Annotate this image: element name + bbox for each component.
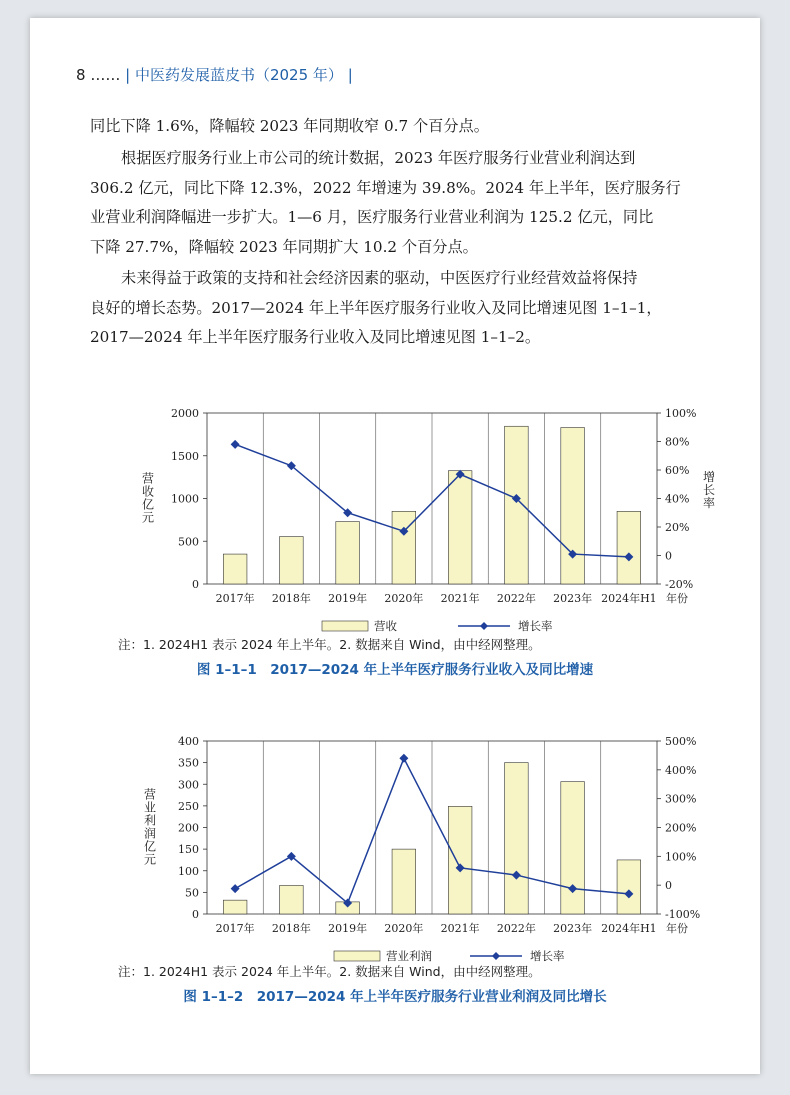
y-tick-label: 200 xyxy=(178,821,199,835)
y-axis-title-char: 元 xyxy=(141,510,155,525)
y-axis-title-char: 润 xyxy=(143,826,157,841)
figure-caption: 图 1–1–1 2017—2024 年上半年医疗服务行业收入及同比增速 xyxy=(196,662,594,678)
y-axis-title-char: 收 xyxy=(141,484,155,499)
profit-chart xyxy=(90,714,710,963)
figure-note: 注：1. 2024H1 表示 2024 年上半年。2. 数据来自 Wind，由中经网整理。 xyxy=(118,964,541,979)
y2-tick-label: 300% xyxy=(665,792,697,806)
header-dots: …… xyxy=(90,66,121,84)
header-separator: | xyxy=(125,66,131,84)
y2-tick-label: 60% xyxy=(665,464,690,477)
x-tick-label: 2019年 xyxy=(328,592,368,605)
x-tick-label: 2023年 xyxy=(553,922,593,935)
text-line: 2017—2024 年上半年医疗服务行业收入及同比增速见图 1–1–2。 xyxy=(90,328,541,346)
text-line: 下降 27.7%，降幅较 2023 年同期扩大 10.2 个百分点。 xyxy=(90,237,478,256)
x-tick-label: 2018年 xyxy=(271,592,311,605)
y-axis-title-char: 利 xyxy=(143,813,157,828)
bar xyxy=(617,511,641,584)
y2-axis-title-char: 增 xyxy=(702,470,716,484)
legend-label: 增长率 xyxy=(518,619,553,633)
header-title: 中医药发展蓝皮书（2025 年） xyxy=(134,66,343,84)
y2-tick-label: 0 xyxy=(665,879,672,893)
y2-axis-title-char: 率 xyxy=(702,496,716,510)
x-tick-label: 2024年H1 xyxy=(601,592,657,605)
paragraph xyxy=(90,264,710,353)
data-point xyxy=(399,754,408,763)
y-axis-title-char: 亿 xyxy=(143,839,157,854)
y-tick-label: 500 xyxy=(178,535,199,549)
y2-tick-label: 80% xyxy=(665,435,690,449)
y-axis-title-char: 元 xyxy=(143,852,157,867)
x-axis-unit-label: 年份 xyxy=(666,922,688,935)
data-point xyxy=(231,440,240,449)
header-separator: | xyxy=(347,66,353,84)
legend-label: 营收 xyxy=(374,619,397,633)
y-tick-label: 400 xyxy=(178,735,199,748)
figure-caption: 图 1–1–2 2017—2024 年上半年医疗服务行业营业利润及同比增长 xyxy=(183,989,607,1005)
bar xyxy=(392,849,416,914)
x-tick-label: 2020年 xyxy=(384,592,424,605)
x-tick-label: 2018年 xyxy=(271,922,311,935)
paragraph xyxy=(90,144,710,262)
y-tick-label: 250 xyxy=(178,799,199,813)
legend-bar-swatch xyxy=(334,951,380,961)
y-axis-title-char: 营 xyxy=(143,787,157,802)
text-line: 根据医疗服务行业上市公司的统计数据，2023 年医疗服务行业营业利润达到 xyxy=(121,149,636,167)
y2-tick-label: 100% xyxy=(665,850,697,864)
bar xyxy=(280,537,304,584)
x-tick-label: 2017年 xyxy=(215,592,255,605)
y2-tick-label: 0 xyxy=(665,549,672,563)
y-tick-label: 350 xyxy=(178,756,199,770)
bar xyxy=(505,763,529,914)
y-tick-label: 50 xyxy=(185,886,199,900)
legend-bar-swatch xyxy=(322,621,368,631)
text-line: 306.2 亿元，同比下降 12.3%，2022 年增速为 39.8%。2024 年上半年，医疗服务行 xyxy=(90,178,681,197)
paragraph xyxy=(90,112,710,142)
text-line: 良好的增长态势。2017—2024 年上半年医疗服务行业收入及同比增速见图 1–1–1， xyxy=(90,298,662,317)
x-tick-label: 2024年H1 xyxy=(601,922,657,935)
y-tick-label: 0 xyxy=(192,578,199,591)
x-tick-label: 2023年 xyxy=(553,592,593,605)
y2-tick-label: -20% xyxy=(665,578,694,591)
bar xyxy=(223,554,247,584)
page-number: 8 xyxy=(76,66,86,84)
y2-tick-label: 400% xyxy=(665,763,697,777)
bar xyxy=(280,885,304,914)
y-axis-title-char: 营 xyxy=(141,471,155,486)
y-tick-label: 1000 xyxy=(171,492,199,506)
y2-tick-label: 500% xyxy=(665,735,697,748)
x-tick-label: 2021年 xyxy=(440,922,480,935)
y2-axis-title-char: 长 xyxy=(702,483,716,497)
y-tick-label: 100 xyxy=(178,864,199,878)
bar xyxy=(617,860,641,914)
y-axis-title-char: 业 xyxy=(143,800,157,815)
y2-tick-label: 200% xyxy=(665,821,697,835)
x-tick-label: 2022年 xyxy=(496,592,536,605)
legend-label: 营业利润 xyxy=(386,949,432,963)
running-header xyxy=(76,64,353,86)
legend-label: 增长率 xyxy=(530,949,565,963)
text-line: 业营业利润降幅进一步扩大。1—6 月，医疗服务行业营业利润为 125.2 亿元，同比 xyxy=(90,208,654,226)
legend-marker xyxy=(480,622,488,630)
revenue-chart xyxy=(90,382,716,633)
bar xyxy=(505,426,529,584)
data-point xyxy=(231,884,240,893)
x-tick-label: 2021年 xyxy=(440,592,480,605)
legend-marker xyxy=(492,952,500,960)
y-tick-label: 300 xyxy=(178,778,199,792)
y-tick-label: 0 xyxy=(192,908,199,921)
text-line: 同比下降 1.6%，降幅较 2023 年同期收窄 0.7 个百分点。 xyxy=(90,117,489,135)
y2-tick-label: 40% xyxy=(665,492,690,506)
bar xyxy=(561,428,585,584)
text-line: 未来得益于政策的支持和社会经济因素的驱动，中医医疗行业经营效益将保持 xyxy=(121,269,638,287)
bar xyxy=(223,900,247,914)
page xyxy=(30,18,760,1074)
y2-tick-label: 20% xyxy=(665,521,690,534)
x-tick-label: 2022年 xyxy=(496,922,536,935)
y-axis-title-char: 亿 xyxy=(141,497,155,512)
figure-note: 注：1. 2024H1 表示 2024 年上半年。2. 数据来自 Wind，由中经网整理。 xyxy=(118,637,541,652)
bar xyxy=(561,782,585,914)
bar xyxy=(448,471,472,584)
y2-tick-label: 100% xyxy=(665,407,697,420)
y2-tick-label: -100% xyxy=(665,908,701,921)
bar xyxy=(448,806,472,914)
y-tick-label: 150 xyxy=(178,843,199,857)
bar xyxy=(336,522,360,584)
y-tick-label: 2000 xyxy=(171,407,199,420)
x-tick-label: 2017年 xyxy=(215,922,255,935)
x-tick-label: 2020年 xyxy=(384,922,424,935)
x-axis-unit-label: 年份 xyxy=(666,592,688,605)
y-tick-label: 1500 xyxy=(171,449,199,463)
x-tick-label: 2019年 xyxy=(328,922,368,935)
